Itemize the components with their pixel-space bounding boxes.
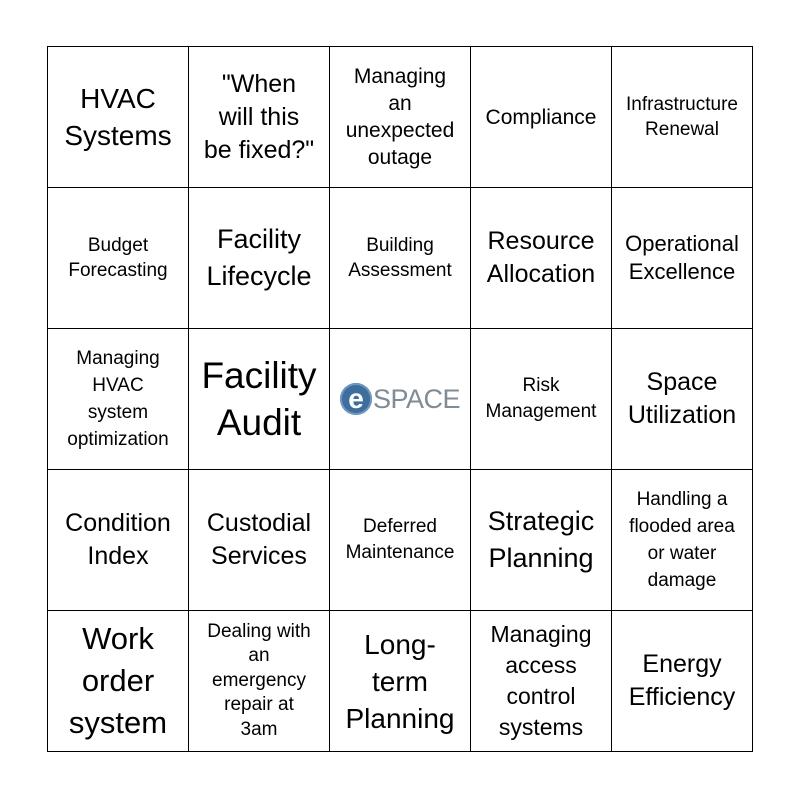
bingo-cell[interactable]	[612, 329, 753, 470]
cell-label: Managing HVAC system optimization	[67, 348, 169, 450]
bingo-cell[interactable]	[48, 47, 189, 188]
cell-label: Deferred Maintenance	[345, 516, 455, 563]
cell-label: Managing access control systems	[490, 621, 592, 740]
bingo-cell[interactable]	[189, 611, 330, 752]
free-space-cell[interactable]	[330, 329, 471, 470]
cell-label: Custodial Services	[206, 509, 312, 570]
cell-label: Work order system	[68, 621, 168, 740]
bingo-cell[interactable]	[471, 188, 612, 329]
cell-label: Resource Allocation	[486, 227, 596, 288]
cell-label: Compliance	[485, 105, 597, 129]
cell-label: Risk Management	[485, 375, 597, 422]
cell-label: Space Utilization	[627, 368, 737, 429]
bingo-cell[interactable]	[330, 188, 471, 329]
bingo-cell[interactable]	[471, 47, 612, 188]
bingo-cell[interactable]	[612, 188, 753, 329]
espace-logo	[340, 383, 460, 415]
bingo-cell[interactable]	[189, 47, 330, 188]
bingo-cell[interactable]	[48, 329, 189, 470]
bingo-cell[interactable]	[471, 470, 612, 611]
cell-label: Facility Lifecycle	[206, 224, 312, 291]
cell-label: Infrastructure Renewal	[626, 94, 738, 140]
bingo-cell[interactable]	[330, 611, 471, 752]
cell-label: Strategic Planning	[487, 506, 595, 573]
cell-label: Managing an unexpected outage	[345, 65, 455, 169]
cell-label: "When will this be fixed?"	[203, 69, 315, 164]
bingo-cell[interactable]	[189, 470, 330, 611]
bingo-cell[interactable]	[612, 470, 753, 611]
cell-label: Budget Forecasting	[68, 235, 168, 281]
bingo-cell[interactable]	[612, 611, 753, 752]
bingo-board	[47, 46, 753, 752]
cell-label: Handling a flooded area or water damage	[629, 489, 735, 591]
cell-label: Building Assessment	[348, 235, 452, 281]
cell-label: Energy Efficiency	[628, 650, 736, 711]
bingo-cell[interactable]	[612, 47, 753, 188]
bingo-cell[interactable]	[330, 47, 471, 188]
cell-label: HVAC Systems	[64, 83, 172, 151]
bingo-cell[interactable]	[48, 611, 189, 752]
bingo-cell[interactable]	[471, 611, 612, 752]
cell-label: Long- term Planning	[345, 628, 455, 734]
cell-label: Operational Excellence	[625, 231, 739, 284]
bingo-cell[interactable]	[189, 329, 330, 470]
bingo-cell[interactable]	[48, 470, 189, 611]
cell-label: Facility Audit	[201, 355, 317, 443]
bingo-cell[interactable]	[330, 470, 471, 611]
bingo-cell[interactable]	[471, 329, 612, 470]
espace-logo-text: SPACE	[372, 383, 461, 414]
bingo-cell[interactable]	[189, 188, 330, 329]
cell-label: Condition Index	[65, 509, 171, 570]
bingo-cell[interactable]	[48, 188, 189, 329]
cell-label: Dealing with an emergency repair at 3am	[207, 620, 311, 740]
espace-logo-icon: e	[340, 383, 372, 415]
